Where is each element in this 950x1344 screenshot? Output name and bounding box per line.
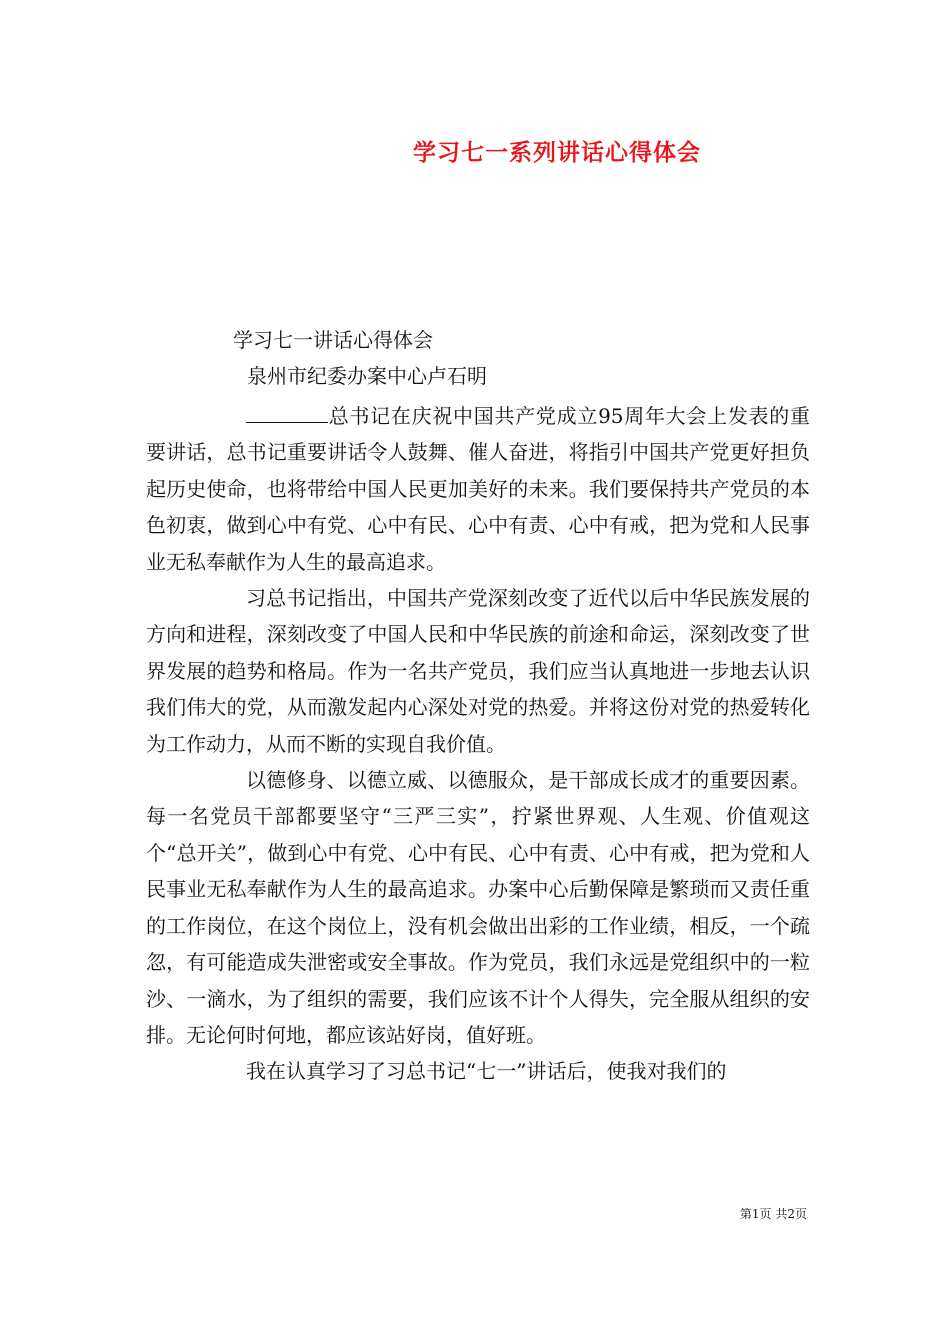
paragraph-4: 我在认真学习了习总书记“七一”讲话后，使我对我们的 bbox=[246, 1059, 727, 1084]
page-number-footer: 第1页 共2页 bbox=[739, 1207, 807, 1221]
article-subtitle: 学习七一讲话心得体会 bbox=[233, 328, 433, 352]
document-title: 学习七一系列讲话心得体会 bbox=[413, 139, 701, 166]
paragraph-2: 习总书记指出，中国共产党深刻改变了近代以后中华民族发展的方向和进程，深刻改变了中国人民和中华民族的前途和命运，深刻改变了世界发展的趋势和格局。作为一名共产党员，我们应当认真地进一步地去认识我们伟大的党，从而激发起内心深处对党的热爱。并将这份对党的热爱转化为工作动力，从而不断的实现自我价值。 bbox=[146, 586, 810, 756]
blank-underline bbox=[246, 404, 328, 423]
paragraph-1 bbox=[146, 398, 810, 580]
author-line: 泉州市纪委办案中心卢石明 bbox=[247, 364, 487, 388]
paragraph-1-text: 总书记在庆祝中国共产党成立95周年大会上发表的重要讲话，总书记重要讲话令人鼓舞、催人奋进，将指引中国共产党更好担负起历史使命，也将带给中国人民更加美好的未来。我们要保持共产党员的本色初衷，做到心中有党、心中有民、心中有责、心中有戒，把为党和人民事业无私奉献作为人生的最高追求。 bbox=[146, 404, 810, 574]
paragraph-3: 以德修身、以德立威、以德服众，是干部成长成才的重要因素。每一名党员干部都要坚守“三严三实”，拧紧世界观、人生观、价值观这个“总开关”，做到心中有党、心中有民、心中有责、心中有戒，把为党和人民事业无私奉献作为人生的最高追求。办案中心后勤保障是繁琐而又责任重的工作岗位，在这个岗位上，没有机会做出出彩的工作业绩，相反，一个疏忽，有可能造成失泄密或安全事故。作为党员，我们永远是党组织中的一粒沙、一滴水，为了组织的需要，我们应该不计个人得失，完全服从组织的安排。无论何时何地，都应该站好岗，值好班。 bbox=[146, 768, 810, 1047]
article-body bbox=[146, 398, 810, 1090]
